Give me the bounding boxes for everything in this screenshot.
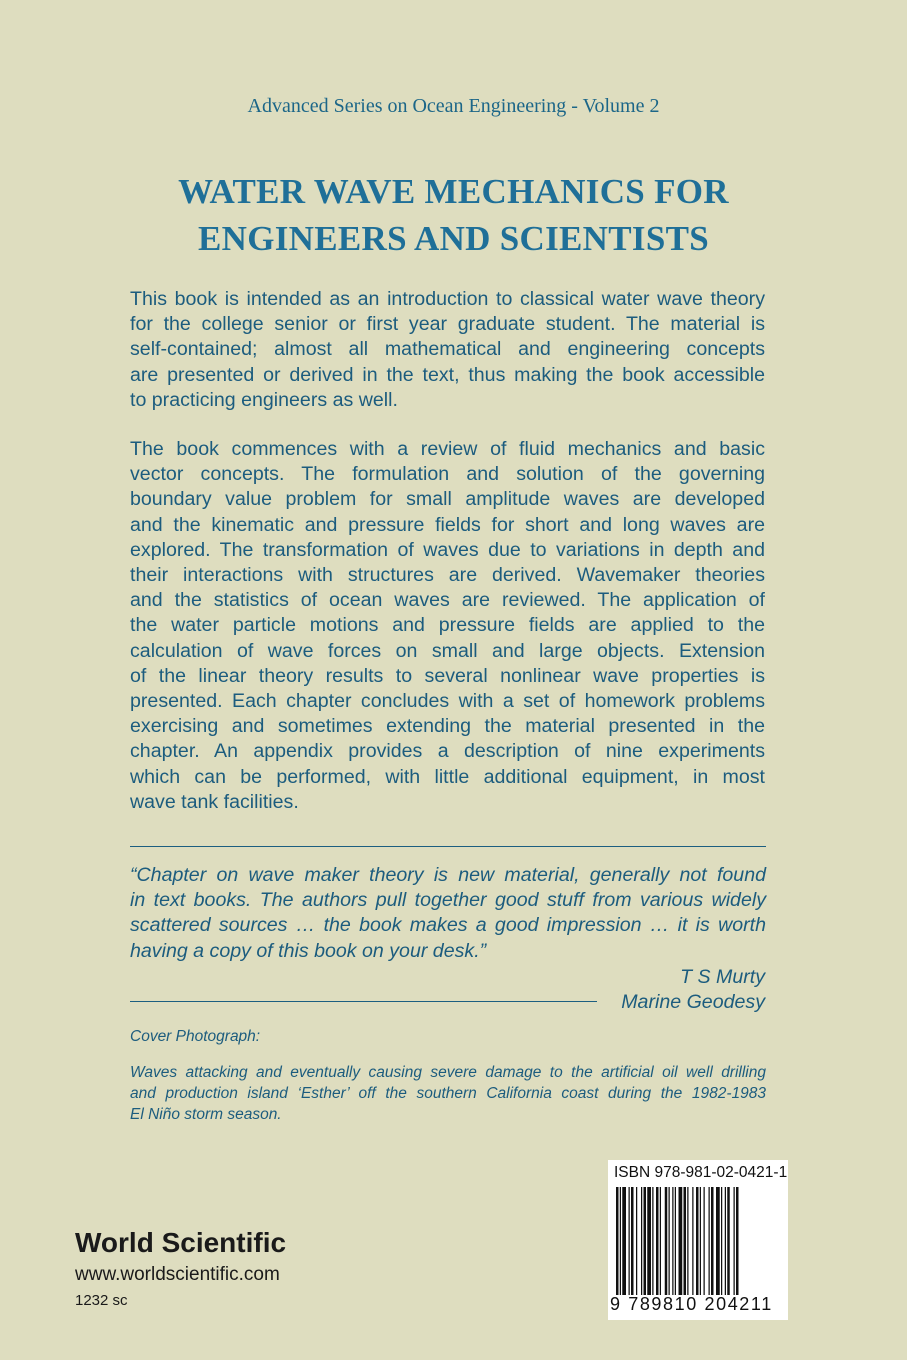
text-line: wave tank facilities. — [130, 790, 299, 813]
cover-photo-caption — [130, 1062, 766, 1125]
caption-line: El Niño storm season. — [130, 1106, 282, 1123]
barcode-bars-icon — [616, 1187, 782, 1295]
cover-photo-label: Cover Photograph: — [130, 1028, 261, 1045]
intro-paragraph — [130, 287, 765, 413]
summary-paragraph — [130, 437, 765, 815]
text-line: calculation of wave forces on small and large objects. Extension — [130, 639, 765, 662]
publisher-url: www.worldscientific.com — [75, 1264, 280, 1285]
book-title-line: WATER WAVE MECHANICS FOR — [178, 172, 729, 211]
isbn-number: ISBN 978-981-02-0421-1 — [614, 1164, 788, 1181]
text-line: This book is intended as an introduction to classical water wave theory — [130, 288, 765, 310]
text-line: and the statistics of ocean waves are reviewed. The application of — [130, 589, 765, 612]
publisher-code: 1232 sc — [75, 1292, 128, 1309]
quote-line: in text books. The authors pull together good stuff from various widely — [130, 889, 766, 912]
text-line: The book commences with a review of fluid mechanics and basic — [130, 438, 765, 460]
quote-line: scattered sources … the book makes a good impression … it is worth — [130, 914, 766, 937]
text-line: are presented or derived in the text, thus making the book accessible — [130, 363, 765, 386]
text-line: their interactions with structures are derived. Wavemaker theories — [130, 564, 765, 587]
text-line: explored. The transformation of waves due to variations in depth and — [130, 538, 765, 561]
review-source: Marine Geodesy — [621, 991, 765, 1013]
caption-line: Waves attacking and eventually causing severe damage to the artificial oil well drilling — [130, 1064, 766, 1081]
publisher-name: World Scientific — [75, 1227, 287, 1258]
text-line: vector concepts. The formulation and solution of the governing — [130, 463, 765, 486]
review-author: T S Murty — [680, 966, 765, 988]
quote-line: “Chapter on wave maker theory is new material, generally not found — [130, 864, 766, 886]
text-line: chapter. An appendix provides a description of nine experiments — [130, 740, 765, 763]
divider-top — [130, 846, 766, 847]
series-title: Advanced Series on Ocean Engineering - Volume 2 — [247, 95, 660, 117]
divider-attribution — [130, 1001, 597, 1002]
text-line: exercising and sometimes extending the material presented in the — [130, 715, 765, 738]
text-line: boundary value problem for small amplitude waves are developed — [130, 488, 765, 511]
barcode-number: 9 789810 204211 — [610, 1294, 773, 1314]
book-title — [0, 168, 907, 262]
text-line: which can be performed, with little additional equipment, in most — [130, 765, 765, 788]
text-line: self-contained; almost all mathematical and engineering concepts — [130, 338, 765, 361]
caption-line: and production island ‘Esther’ off the southern California coast during the 1982-1983 — [130, 1085, 766, 1102]
isbn-barcode — [608, 1160, 788, 1320]
text-line: presented. Each chapter concludes with a set of homework problems — [130, 690, 765, 713]
text-line: of the linear theory results to several nonlinear wave properties is — [130, 664, 765, 687]
quote-line: having a copy of this book on your desk.” — [130, 939, 487, 962]
text-line: to practicing engineers as well. — [130, 388, 398, 411]
book-title-line: ENGINEERS AND SCIENTISTS — [198, 219, 709, 258]
text-line: and the kinematic and pressure fields for short and long waves are — [130, 513, 765, 536]
text-line: for the college senior or first year graduate student. The material is — [130, 313, 765, 336]
review-quote — [130, 863, 766, 964]
text-line: the water particle motions and pressure fields are applied to the — [130, 614, 765, 637]
